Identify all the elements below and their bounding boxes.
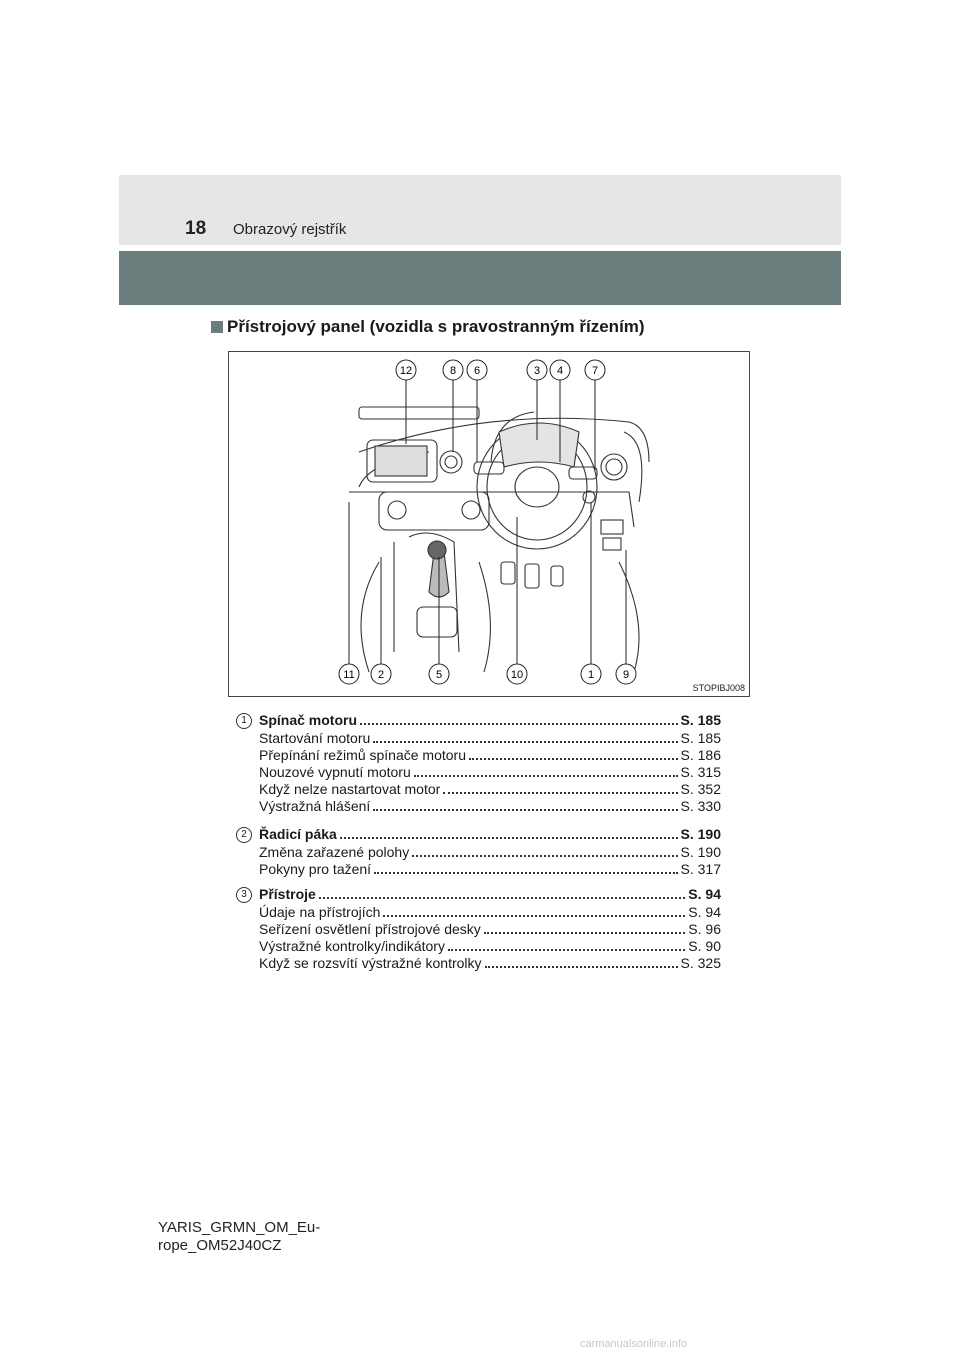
entry-subitem-page: S. 94	[688, 904, 721, 920]
svg-text:12: 12	[399, 365, 413, 377]
callout-top-8	[443, 360, 463, 380]
entry-subitem[interactable]	[259, 921, 721, 938]
dot-leader	[340, 837, 678, 839]
entry-subitem-label: Výstražná hlášení	[259, 798, 371, 814]
dot-leader	[484, 932, 686, 934]
entry-subitem[interactable]	[259, 904, 721, 921]
section-marker-icon	[211, 321, 223, 333]
callout-bottom-2	[371, 664, 391, 684]
index-entry	[259, 886, 721, 972]
dot-leader	[414, 775, 678, 777]
svg-text:9: 9	[622, 669, 630, 681]
entry-title-page: S. 190	[680, 826, 721, 842]
callout-top-3	[527, 360, 547, 380]
watermark: carmanualsonline.info	[580, 1338, 688, 1350]
entry-subitem[interactable]	[259, 861, 721, 878]
index-entry	[259, 826, 721, 878]
document-code	[158, 1219, 320, 1255]
entry-subitem[interactable]	[259, 955, 721, 972]
index-entry	[259, 712, 721, 815]
entry-subitem-page: S. 325	[680, 955, 721, 971]
callout-bottom-9	[616, 664, 636, 684]
dot-leader	[360, 723, 678, 725]
dashboard-illustration	[228, 351, 750, 697]
dot-leader	[374, 872, 677, 874]
figure-code: STOPIBJ008	[692, 683, 745, 693]
svg-text:11: 11	[343, 669, 355, 681]
dot-leader	[443, 792, 677, 794]
entry-subitem-page: S. 352	[680, 781, 721, 797]
callout-bottom-5	[429, 664, 449, 684]
entry-subitem[interactable]	[259, 938, 721, 955]
document-code-line-2: rope_OM52J40CZ	[158, 1237, 282, 1254]
svg-text:7: 7	[591, 365, 599, 377]
callout-top-12	[396, 360, 416, 380]
entry-subitem-label: Startování motoru	[259, 730, 371, 746]
svg-text:3: 3	[533, 365, 541, 377]
entry-subitem-page: S. 330	[680, 798, 721, 814]
dot-leader	[412, 855, 677, 857]
dot-leader	[373, 809, 677, 811]
entry-subitem-label: Změna zařazené polohy	[259, 844, 410, 860]
entry-subitem-page: S. 315	[680, 764, 721, 780]
entry-subitem[interactable]	[259, 781, 721, 798]
entry-subitem[interactable]	[259, 764, 721, 781]
entry-subitem-page: S. 186	[680, 747, 721, 763]
entry-title-label: Přístroje	[259, 886, 316, 902]
callout-bottom-1	[581, 664, 601, 684]
entry-subitem-page: S. 96	[688, 921, 721, 937]
entry-subitem-label: Když se rozsvítí výstražné kontrolky	[259, 955, 482, 971]
callout-bottom-11	[339, 664, 359, 684]
svg-text:8: 8	[449, 365, 457, 377]
dot-leader	[448, 949, 685, 951]
entry-subitem[interactable]	[259, 730, 721, 747]
entry-title-page: S. 94	[688, 886, 721, 902]
callout-top-4	[550, 360, 570, 380]
entry-subitem-label: Výstražné kontrolky/indikátory	[259, 938, 445, 954]
entry-title-label: Spínač motoru	[259, 712, 358, 728]
entry-subitem-page: S. 190	[680, 844, 721, 860]
dot-leader	[373, 741, 677, 743]
entry-subitem-page: S. 185	[680, 730, 721, 746]
svg-text:10: 10	[510, 669, 524, 681]
header-band	[119, 251, 841, 305]
chapter-title: Obrazový rejstřík	[233, 221, 347, 238]
dot-leader	[319, 897, 685, 899]
callout-top-6	[467, 360, 487, 380]
section-title-text: Přístrojový panel (vozidla s pravostranným řízením)	[227, 317, 645, 336]
dot-leader	[485, 966, 678, 968]
entry-subitem-page: S. 317	[680, 861, 721, 877]
entry-subitem-label: Když nelze nastartovat motor	[259, 781, 441, 797]
svg-text:6: 6	[473, 365, 481, 377]
svg-text:4: 4	[556, 365, 564, 377]
entry-number-badge: 2	[236, 827, 252, 843]
header-bar	[119, 175, 841, 245]
entry-number-badge: 3	[236, 887, 252, 903]
callout-top-7	[585, 360, 605, 380]
svg-text:2: 2	[377, 669, 385, 681]
entry-subitem-page: S. 90	[688, 938, 721, 954]
entry-subitem[interactable]	[259, 798, 721, 815]
entry-subitem-label: Seřízení osvětlení přístrojové desky	[259, 921, 481, 937]
entry-title[interactable]	[259, 826, 721, 843]
entry-title[interactable]	[259, 886, 721, 903]
page-number: 18	[185, 218, 207, 239]
document-code-line-1: YARIS_GRMN_OM_Eu-	[158, 1219, 321, 1236]
entry-number-badge: 1	[236, 713, 252, 729]
dot-leader	[383, 915, 685, 917]
svg-text:1: 1	[587, 669, 595, 681]
entry-title[interactable]	[259, 712, 721, 729]
callout-layer	[229, 352, 749, 696]
entry-subitem-label: Nouzové vypnutí motoru	[259, 764, 411, 780]
callout-bottom-10	[507, 664, 527, 684]
svg-text:5: 5	[435, 669, 443, 681]
section-title	[211, 317, 645, 337]
entry-subitem[interactable]	[259, 747, 721, 764]
dot-leader	[469, 758, 678, 760]
entry-subitem-label: Údaje na přístrojích	[259, 904, 381, 920]
entry-title-label: Řadicí páka	[259, 826, 337, 842]
entry-subitem-label: Přepínání režimů spínače motoru	[259, 747, 466, 763]
entry-subitem-label: Pokyny pro tažení	[259, 861, 372, 877]
entry-subitem[interactable]	[259, 844, 721, 861]
entry-title-page: S. 185	[680, 712, 721, 728]
